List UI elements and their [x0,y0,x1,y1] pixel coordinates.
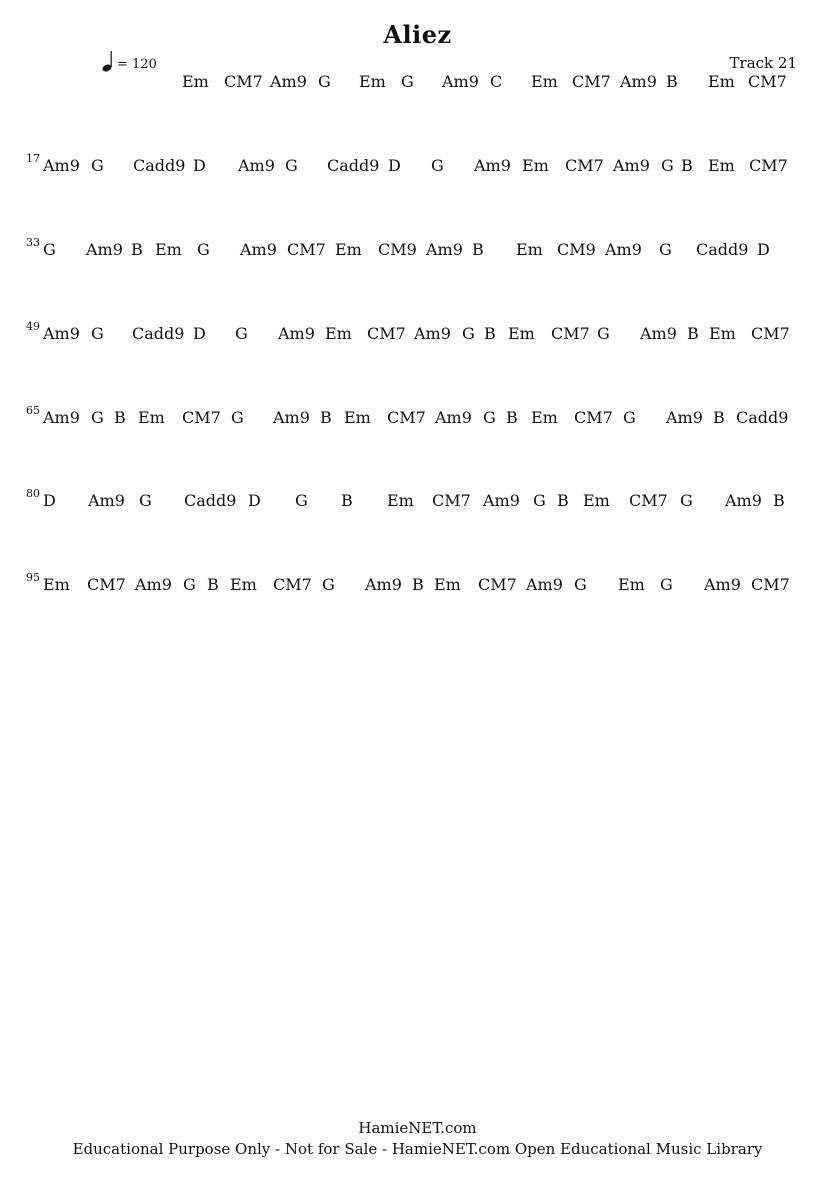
song-title: Aliez [383,20,452,49]
chord-symbol: Em [335,240,362,259]
chord-symbol: CM7 [287,240,326,259]
chord-symbol: Am9 [278,324,315,343]
chord-symbol: B [484,324,496,343]
chord-symbol: G [43,240,56,259]
chord-symbol: Em [182,72,209,91]
chord-symbol: G [318,72,331,91]
chord-symbol: CM7 [629,491,668,510]
chord-symbol: G [235,324,248,343]
chord-symbol: G [295,491,308,510]
chord-system [26,72,816,94]
chord-symbol: Em [531,72,558,91]
chord-symbol: CM7 [224,72,263,91]
measure-number: 17 [26,152,40,165]
chord-symbol: Em [155,240,182,259]
chord-system [26,236,816,262]
chord-symbol: B [114,408,126,427]
chord-symbol: G [661,156,674,175]
chord-symbol: G [197,240,210,259]
chord-symbol: G [660,575,673,594]
chord-symbol: G [680,491,693,510]
chord-symbol: Am9 [43,324,80,343]
chord-symbol: B [687,324,699,343]
quarter-note-icon [102,50,114,72]
chord-symbol: CM7 [751,324,790,343]
chord-symbol: G [431,156,444,175]
chord-symbol: Em [618,575,645,594]
chord-symbol: Am9 [435,408,472,427]
chord-symbol: Am9 [365,575,402,594]
chord-symbol: G [623,408,636,427]
chord-symbol: Em [508,324,535,343]
chord-symbol: CM9 [378,240,417,259]
chord-system [26,571,816,597]
chord-symbol: Am9 [270,72,307,91]
chord-symbol: G [574,575,587,594]
chord-symbol: Am9 [135,575,172,594]
chord-symbol: B [666,72,678,91]
chord-symbol: Am9 [526,575,563,594]
chord-symbol: Em [434,575,461,594]
chord-symbol: Am9 [640,324,677,343]
chord-symbol: Am9 [725,491,762,510]
chord-symbol: Am9 [426,240,463,259]
chord-symbol: Em [230,575,257,594]
chord-symbol: Am9 [474,156,511,175]
chord-symbol: G [91,408,104,427]
chord-symbol: CM9 [557,240,596,259]
chord-symbol: CM7 [367,324,406,343]
chord-symbol: Am9 [613,156,650,175]
chord-symbol: B [131,240,143,259]
chord-symbol: Am9 [414,324,451,343]
chord-system [26,320,816,346]
chord-symbol: Am9 [86,240,123,259]
chord-symbol: B [320,408,332,427]
chord-symbol: G [483,408,496,427]
chord-symbol: Em [138,408,165,427]
chord-symbol: Em [43,575,70,594]
chord-symbol: G [462,324,475,343]
chord-symbol: Cadd9 [327,156,380,175]
chord-symbol: Am9 [273,408,310,427]
chord-symbol: Am9 [43,408,80,427]
chord-symbol: Am9 [620,72,657,91]
chord-symbol: CM7 [748,72,787,91]
chord-symbol: B [341,491,353,510]
chord-symbol: D [248,491,261,510]
chord-symbol: B [681,156,693,175]
chord-symbol: Am9 [483,491,520,510]
measure-number: 95 [26,571,40,584]
chord-symbol: D [43,491,56,510]
chord-symbol: D [193,324,206,343]
chord-symbol: Am9 [88,491,125,510]
chord-symbol: Am9 [240,240,277,259]
chord-symbol: Em [709,324,736,343]
chord-symbol: Em [359,72,386,91]
chord-symbol: B [207,575,219,594]
chord-symbol: Em [531,408,558,427]
chord-symbol: G [231,408,244,427]
chord-symbol: B [557,491,569,510]
chord-symbol: G [533,491,546,510]
chord-symbol: G [183,575,196,594]
chord-symbol: Am9 [238,156,275,175]
footer-site: HamieNET.com [358,1119,477,1137]
chord-symbol: Am9 [43,156,80,175]
chord-symbol: CM7 [749,156,788,175]
chord-symbol: B [773,491,785,510]
chord-symbol: Em [516,240,543,259]
chord-symbol: CM7 [478,575,517,594]
chord-symbol: CM7 [387,408,426,427]
measure-number: 33 [26,236,40,249]
chord-symbol: CM7 [572,72,611,91]
track-label: Track 21 [729,54,797,72]
tempo-marking [102,50,161,72]
chord-symbol: Cadd9 [696,240,749,259]
chord-symbol: Cadd9 [132,324,185,343]
chord-system [26,404,816,430]
chord-symbol: B [472,240,484,259]
chord-symbol: G [91,156,104,175]
chord-symbol: CM7 [551,324,590,343]
chord-symbol: G [91,324,104,343]
chord-symbol: Cadd9 [184,491,237,510]
chord-symbol: Em [583,491,610,510]
chord-symbol: Em [387,491,414,510]
chord-symbol: CM7 [432,491,471,510]
chord-symbol: CM7 [182,408,221,427]
chord-symbol: B [506,408,518,427]
footer-note: Educational Purpose Only - Not for Sale - HamieNET.com Open Educational Music Library [72,1140,763,1158]
chord-symbol: Cadd9 [133,156,186,175]
chord-symbol: Cadd9 [736,408,789,427]
chord-symbol: Am9 [704,575,741,594]
chord-symbol: G [139,491,152,510]
chord-symbol: Em [708,156,735,175]
chord-symbol: Am9 [442,72,479,91]
chord-symbol: D [388,156,401,175]
chord-symbol: CM7 [751,575,790,594]
chord-symbol: G [659,240,672,259]
chord-system [26,152,816,178]
measure-number: 80 [26,487,40,500]
chord-symbol: CM7 [87,575,126,594]
chord-symbol: Am9 [605,240,642,259]
chord-symbol: G [401,72,414,91]
measure-number: 49 [26,320,40,333]
chord-symbol: Em [325,324,352,343]
chord-symbol: Em [522,156,549,175]
tempo-value: = 120 [117,57,157,72]
chord-symbol: Am9 [666,408,703,427]
chord-symbol: B [412,575,424,594]
chord-symbol: Em [344,408,371,427]
chord-symbol: G [597,324,610,343]
chord-symbol: G [322,575,335,594]
chord-symbol: CM7 [273,575,312,594]
chord-symbol: D [757,240,770,259]
chord-symbol: C [490,72,503,91]
chord-symbol: B [713,408,725,427]
chord-symbol: D [193,156,206,175]
chord-symbol: CM7 [565,156,604,175]
measure-number: 65 [26,404,40,417]
chord-symbol: Em [708,72,735,91]
chord-symbol: CM7 [574,408,613,427]
chord-system [26,487,816,513]
chord-symbol: G [285,156,298,175]
